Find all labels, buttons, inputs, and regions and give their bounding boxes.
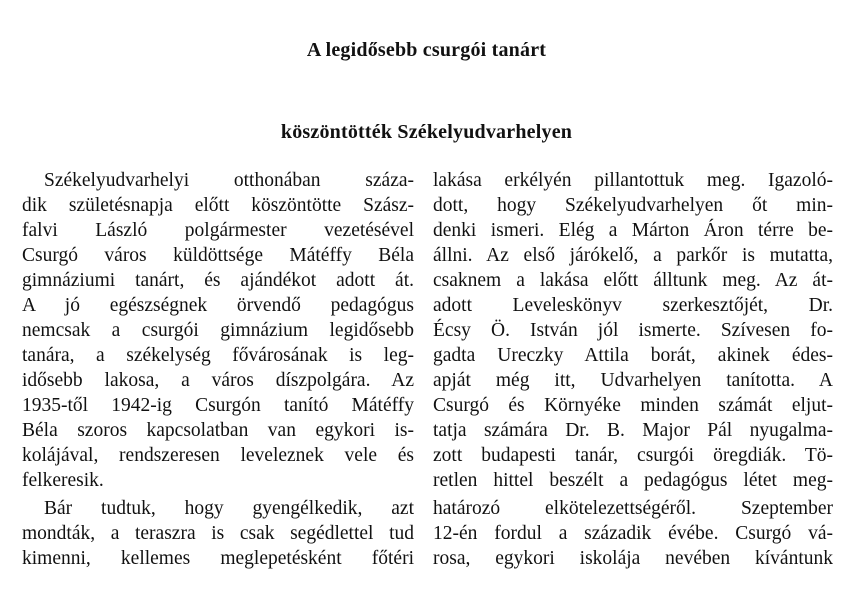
text-line: zott budapesti tanár, csurgói öregdiák. Tö- <box>433 445 833 466</box>
text-line: kolájával, rendszeresen leveleznek vele és <box>22 445 414 466</box>
text-line: mondták, a teraszra is csak segédlettel tud <box>22 523 414 544</box>
text-line: kimenni, kellemes meglepetésként főtéri <box>22 548 414 569</box>
text-line: rosa, egykori iskolája nevében kívántunk <box>433 548 833 569</box>
text-line: Székelyudvarhelyi otthonában száza- <box>44 170 414 191</box>
text-line: határozó elkötelezettségéről. Szeptember <box>433 498 833 519</box>
text-line: Csurgó és Környéke minden számát eljut- <box>433 395 833 416</box>
text-line: retlen hittel beszélt a pedagógus létet meg- <box>433 470 833 491</box>
text-line: dott, hogy Székelyudvarhelyen őt min- <box>433 195 833 216</box>
text-line: állni. Az első járókelő, a parkőr is mutatta, <box>433 245 833 266</box>
text-line: 1935-től 1942-ig Csurgón tanító Mátéffy <box>22 395 414 416</box>
text-line: dik születésnapja előtt köszöntötte Szász- <box>22 195 414 216</box>
text-line: gadta Ureczky Attila borát, akinek édes- <box>433 345 833 366</box>
text-line: idősebb lakosa, a város díszpolgára. Az <box>22 370 414 391</box>
text-line: falvi László polgármester vezetésével <box>22 220 414 241</box>
text-line: adott Leveleskönyv szerkesztőjét, Dr. <box>433 295 833 316</box>
text-line: denki ismeri. Elég a Márton Áron térre be- <box>433 220 833 241</box>
text-line: csaknem a lakása előtt álltunk meg. Az át- <box>433 270 833 291</box>
text-line: Béla szoros kapcsolatban van egykori is- <box>22 420 414 441</box>
text-line: Csurgó város küldöttsége Mátéffy Béla <box>22 245 414 266</box>
text-line: felkeresik. <box>22 470 104 491</box>
text-line: Écsy Ö. István jól ismerte. Szívesen fo- <box>433 320 833 341</box>
text-line: gimnáziumi tanárt, és ajándékot adott át. <box>22 270 414 291</box>
headline-line-2: köszöntötték Székelyudvarhelyen <box>280 121 573 143</box>
text-line: apját még itt, Udvarhelyen tanította. A <box>433 370 833 391</box>
text-line: lakása erkélyén pillantottuk meg. Igazoló- <box>433 170 833 191</box>
text-line: tanára, a székelység fővárosának is leg- <box>22 345 414 366</box>
text-line: 12-én fordul a századik évébe. Csurgó vá- <box>433 523 833 544</box>
text-line: A jó egészségnek örvendő pedagógus <box>22 295 414 316</box>
text-line: Bár tudtuk, hogy gyengélkedik, azt <box>44 498 414 519</box>
text-line: nemcsak a csurgói gimnázium legidősebb <box>22 320 414 341</box>
text-line: tatja számára Dr. B. Major Pál nyugalma- <box>433 420 833 441</box>
headline-line-1: A legidősebb csurgói tanárt <box>306 39 547 61</box>
